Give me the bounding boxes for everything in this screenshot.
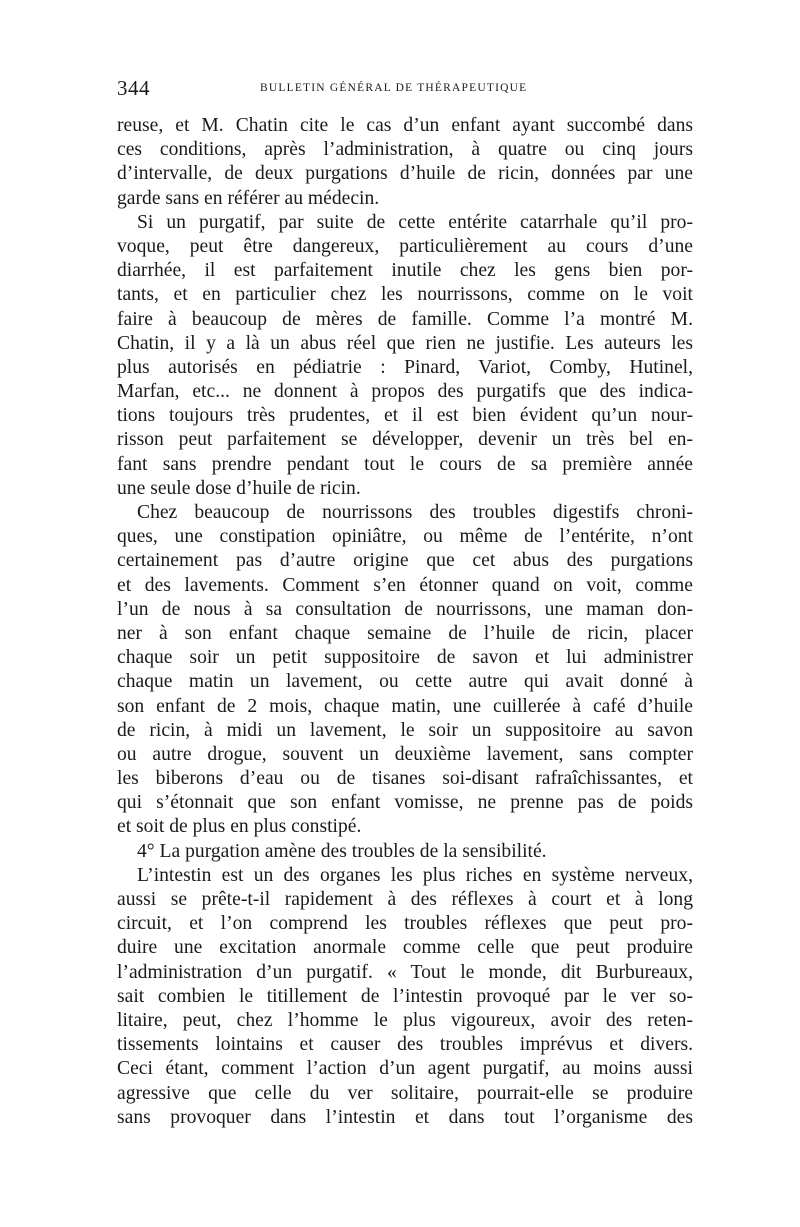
text-line: Ceci étant, comment l’action d’un agent purgatif, au moins aussi xyxy=(117,1058,693,1080)
text-line: litaire, peut, chez l’homme le plus vigoureux, avoir des reten- xyxy=(117,1009,693,1031)
text-line: risson peut parfaitement se développer, devenir un très bel en- xyxy=(117,429,693,451)
text-line: voque, peut être dangereux, particulièrement au cours d’une xyxy=(117,235,693,257)
text-line: une seule dose d’huile de ricin. xyxy=(117,477,361,499)
text-line: sans provoquer dans l’intestin et dans tout l’organisme des xyxy=(117,1106,693,1128)
text-line: et des lavements. Comment s’en étonner quand on voit, comme xyxy=(117,574,693,596)
text-line: ou autre drogue, souvent un deuxième lavement, sans compter xyxy=(117,743,693,765)
text-line: son enfant de 2 mois, chaque matin, une cuillerée à café d’huile xyxy=(117,695,693,717)
page-number: 344 xyxy=(117,76,150,100)
text-line: ques, une constipation opiniâtre, ou même de l’entérite, n’ont xyxy=(117,526,693,548)
text-line: faire à beaucoup de mères de famille. Comme l’a montré M. xyxy=(117,308,693,330)
paragraph-start-line: Chez beaucoup de nourrissons des troubles digestifs chroni- xyxy=(137,502,693,523)
text-line: Marfan, etc... ne donnent à propos des purgatifs que des indica- xyxy=(117,381,693,403)
text-line: chaque soir un petit suppositoire de savon et lui administrer xyxy=(117,647,693,669)
paragraph-start-line: Si un purgatif, par suite de cette entérite catarrhale qu’il pro- xyxy=(137,211,693,233)
text-line: chaque matin un lavement, ou cette autre qui avait donné à xyxy=(117,671,693,693)
text-line: aussi se prête-t-il rapidement à des réflexes à court et à long xyxy=(117,889,693,910)
paragraph-start-line: L’intestin est un des organes les plus riches en système nerveux, xyxy=(137,864,693,886)
text-line: reuse, et M. Chatin cite le cas d’un enfant ayant succombé dans xyxy=(117,115,693,136)
text-line: tions toujours très prudentes, et il est bien évident qu’un nour- xyxy=(117,405,693,427)
text-line: d’intervalle, de deux purgations d’huile de ricin, données par une xyxy=(117,163,693,185)
body-text xyxy=(117,114,693,1130)
section-heading-line: 4° La purgation amène des troubles de la sensibilité. xyxy=(137,840,547,862)
text-line: duire une excitation anormale comme celle que peut produire xyxy=(117,937,693,959)
text-line: certainement pas d’autre origine que cet abus des purgations xyxy=(117,550,693,572)
text-line: de ricin, à midi un lavement, le soir un suppositoire au savon xyxy=(117,719,693,741)
text-line: et soit de plus en plus constipé. xyxy=(117,816,362,838)
text-line: ner à son enfant chaque semaine de l’huile de ricin, placer xyxy=(117,622,693,644)
text-line: circuit, et l’on comprend les troubles réflexes que peut pro- xyxy=(117,913,693,935)
text-line: ces conditions, après l’administration, à quatre ou cinq jours xyxy=(117,139,693,161)
text-line: fant sans prendre pendant tout le cours de sa première année xyxy=(117,453,693,475)
text-line: garde sans en référer au médecin. xyxy=(117,187,380,209)
text-line: agressive que celle du ver solitaire, pourrait-elle se produire xyxy=(117,1082,693,1104)
text-line: l’administration d’un purgatif. « Tout le monde, dit Burbureaux, xyxy=(117,961,693,983)
text-line: tants, et en particulier chez les nourrissons, comme on le voit xyxy=(117,284,693,306)
text-line: l’un de nous à sa consultation de nourrissons, une maman don- xyxy=(117,598,693,620)
text-line: diarrhée, il est parfaitement inutile chez les gens bien por- xyxy=(117,260,693,282)
running-head: BULLETIN GÉNÉRAL DE THÉRAPEUTIQUE xyxy=(260,82,528,94)
text-line: tissements lointains et causer des troubles imprévus et divers. xyxy=(117,1034,693,1056)
text-line: Chatin, il y a là un abus réel que rien ne justifie. Les auteurs les xyxy=(117,332,693,354)
text-line: plus autorisés en pédiatrie : Pinard, Variot, Comby, Hutinel, xyxy=(117,356,693,378)
text-line: sait combien le titillement de l’intestin provoqué par le ver so- xyxy=(117,985,693,1007)
text-line: qui s’étonnait que son enfant vomisse, ne prenne pas de poids xyxy=(117,792,693,814)
text-line: les biberons d’eau ou de tisanes soi-disant rafraîchissantes, et xyxy=(117,768,693,790)
